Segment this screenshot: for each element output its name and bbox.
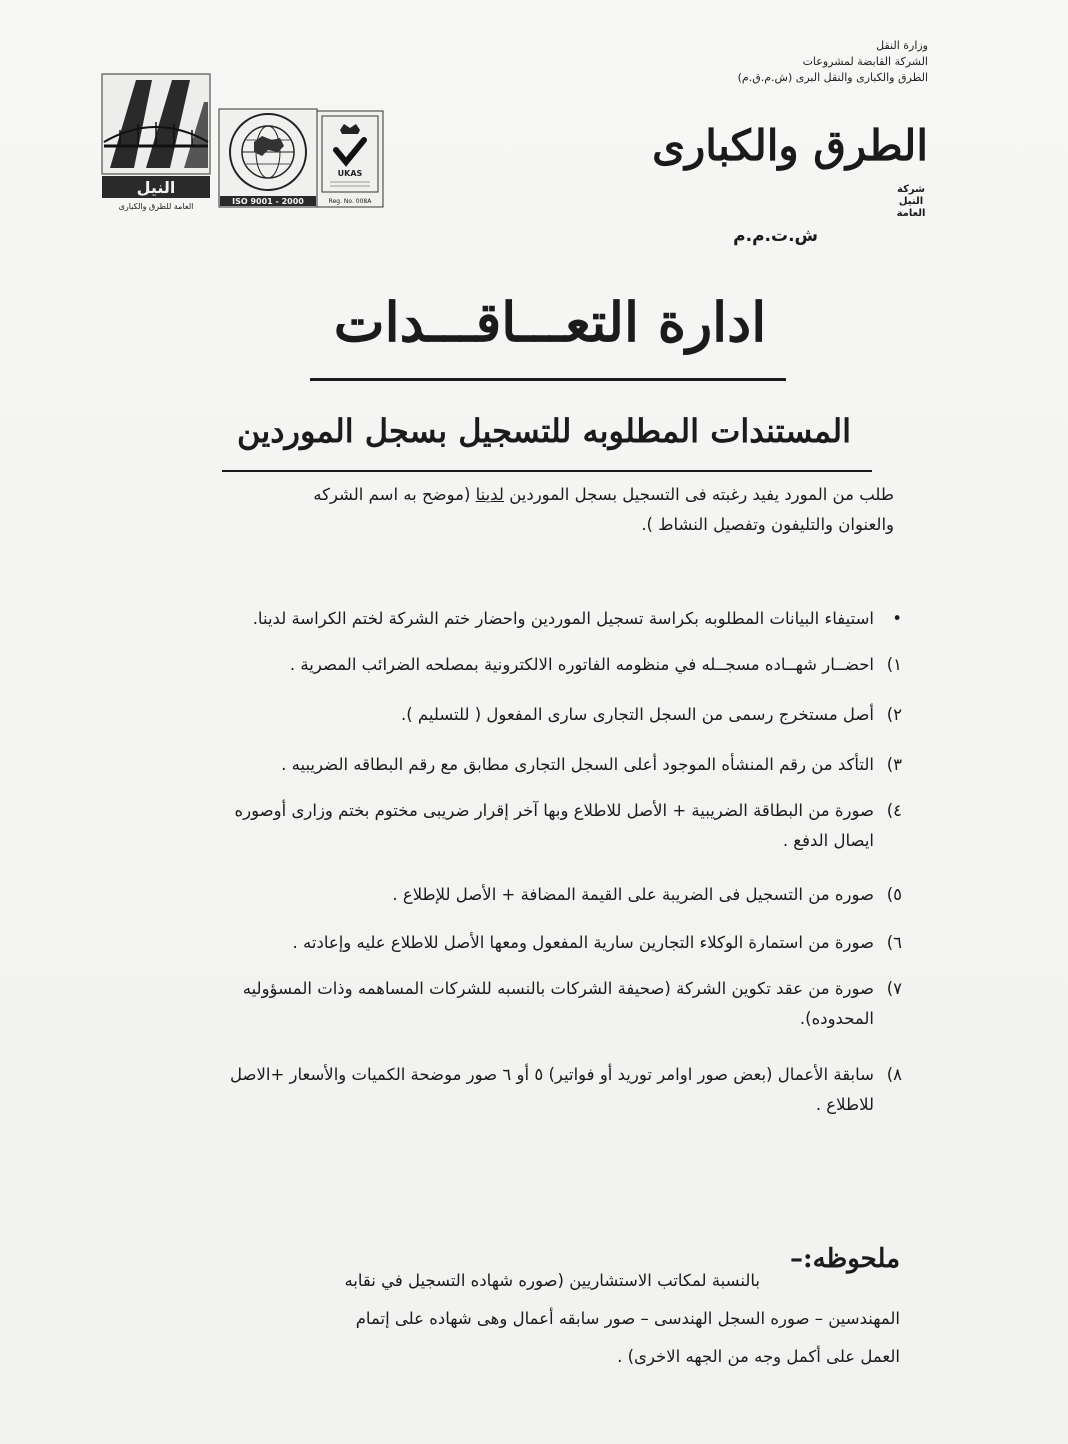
reference-code: ش.ت.م.م [733, 226, 818, 246]
ministry-line: الطرق والكبارى والنقل البرى (ش.م.ق.م) [737, 71, 928, 84]
note-line: المهندسين – صوره السجل الهندسى – صور سابقه أعمال وهى شهاده على إتمام [355, 1309, 900, 1328]
title-divider [310, 378, 786, 381]
ministry-line: وزارة النقل [876, 39, 928, 52]
iso-badge-text: ISO 9001 - 2000 [232, 197, 304, 206]
note-line: العمل على أكمل وجه من الجهه الاخرى) . [617, 1347, 900, 1366]
wordmark-main: الطرق والكبارى [652, 121, 928, 170]
wordmark-side: شركة النيل العامة [896, 184, 926, 219]
item-number: ٤) [886, 801, 902, 820]
list-item-text: صورة من استمارة الوكلاء التجارين سارية المفعول ومعها الأصل للاطلاع عليه وإعادته . [292, 933, 874, 952]
note-paragraph [200, 1262, 900, 1376]
ukas-reg-number: Reg. No. 008A [328, 198, 372, 205]
list-item [102, 974, 902, 1034]
list-item [102, 928, 902, 958]
list-item-text: أصل مستخرج رسمى من السجل التجارى سارى المفعول ( للتسليم ). [400, 705, 874, 724]
bullet-marker: • [892, 609, 902, 628]
iso-certification-seal [218, 108, 318, 208]
list-item [102, 604, 902, 634]
item-number: ٥) [886, 885, 902, 904]
list-item-text: سابقة الأعمال (بعض صور اوامر توريد أو فواتير) ٥ أو ٦ صور موضحة الكميات والأسعار +الاصل [229, 1065, 874, 1084]
intro-text: (موضح به اسم الشركه [313, 485, 476, 504]
crown-check-icon [316, 110, 384, 208]
ukas-accreditation-mark [316, 110, 384, 208]
intro-paragraph [194, 480, 894, 540]
department-title: ادارة التعـــاقـــدات [333, 290, 767, 354]
note-line: بالنسبة لمكاتب الاستشاريين (صوره شهاده التسجيل في نقابه [344, 1271, 760, 1290]
list-item [102, 1060, 902, 1120]
list-item-text: صورة من عقد تكوين الشركة (صحيفة الشركات بالنسبه للشركات المساهمه وذات المسؤوليه [242, 979, 874, 998]
ministry-line: الشركة القابضة لمشروعات [802, 55, 928, 68]
item-number: ٨) [886, 1065, 902, 1084]
list-item-text: صورة من البطاقة الضريبية + الأصل للاطلاع وبها آخر إقرار ضريبى مختوم بختم وزارى أوصوره [234, 801, 874, 820]
list-item [102, 700, 902, 730]
nile-logo-name: النيل [136, 178, 176, 197]
list-item [102, 796, 902, 856]
intro-underlined-word: لدينا [475, 485, 504, 504]
intro-line [194, 480, 894, 510]
item-number: ٧) [886, 979, 902, 998]
list-item-text: احضــار شهــاده مسجــله في منظومه الفاتوره الالكترونية بمصلحه الضرائب المصرية . [289, 655, 874, 674]
document-title: المستندات المطلوبه للتسجيل بسجل الموردين [236, 412, 852, 450]
item-number: ٦) [886, 933, 902, 952]
nile-logo-caption: العامة للطرق والكبارى [118, 202, 194, 211]
item-number: ٣) [886, 755, 902, 774]
ministry-header [668, 38, 928, 86]
list-item-text: التأكد من رقم المنشأه الموجود أعلى السجل التجارى مطابق مع رقم البطاقه الضريبيه . [281, 755, 874, 774]
company-wordmark [638, 116, 928, 219]
globe-icon [218, 108, 318, 208]
list-item-continuation: ايصال الدفع . [782, 831, 874, 850]
list-item-continuation: المحدوده). [799, 1009, 874, 1028]
item-number: ٢) [886, 705, 902, 724]
note-label: ملحوظه:– [790, 1244, 900, 1274]
list-item [102, 750, 902, 780]
nile-company-logo [100, 72, 212, 220]
list-item-text: استيفاء البيانات المطلوبه بكراسة تسجيل الموردين واحضار ختم الشركة لختم الكراسة لدينا. [252, 609, 874, 628]
item-number: ١) [886, 655, 902, 674]
ukas-label: UKAS [337, 169, 363, 178]
subtitle-underline [222, 470, 872, 472]
intro-line: والعنوان والتليفون وتفصيل النشاط ). [641, 515, 894, 534]
list-item [102, 880, 902, 910]
intro-text: طلب من المورد يفيد رغبته فى التسجيل بسجل الموردين [503, 485, 894, 504]
list-item-continuation: للاطلاع . [815, 1095, 874, 1114]
bridge-road-icon [100, 72, 212, 200]
list-item-text: صوره من التسجيل فى الضريبة على القيمة المضافة + الأصل للإطلاع . [392, 885, 874, 904]
list-item [102, 650, 902, 680]
